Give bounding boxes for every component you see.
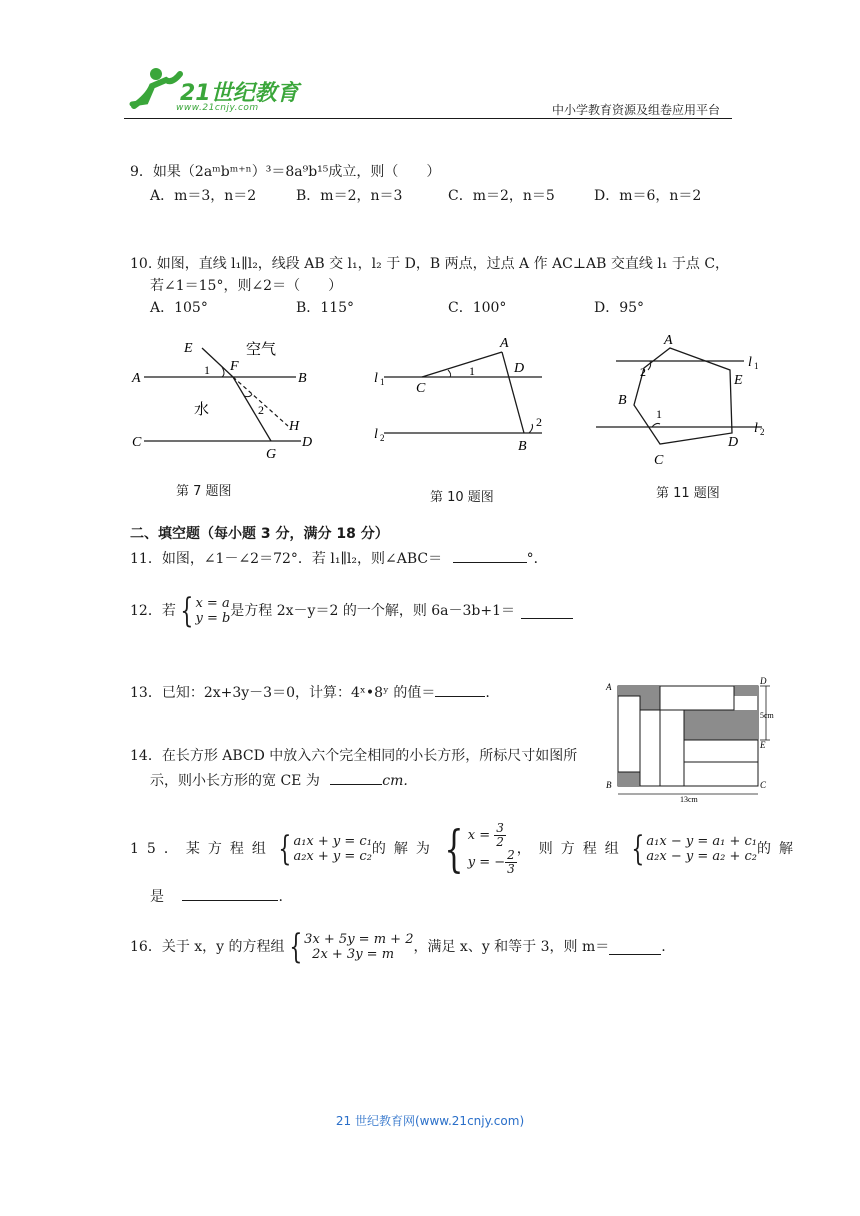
q15-line2: 是 (150, 889, 164, 905)
fig7-label-f: F (230, 359, 239, 374)
q15-end: . (278, 889, 283, 905)
footer-link[interactable]: 21 世纪教育网(www.21cnjy.com) (335, 1114, 525, 1128)
q10-option-c: C．100° (448, 300, 507, 316)
figure-7 (126, 330, 326, 470)
figure-14 (604, 676, 784, 804)
q10-option-d: D．95° (594, 300, 645, 316)
q9-option-a: A．m＝3，n＝2 (150, 188, 257, 204)
q9-stem: 9．如果（2aᵐbᵐ⁺ⁿ）³＝8a⁹b¹⁵成立，则（ ） (130, 164, 441, 180)
fig11-label-e: E (734, 373, 743, 388)
logo-text: 21世纪教育 (180, 81, 299, 106)
q15-tail: 的解 (757, 841, 801, 857)
q12-row1: x = a (195, 596, 230, 611)
fig14-label-a: A (606, 682, 612, 692)
q15-x-eq: x = (467, 828, 491, 843)
q15-system-2: { a₁x − y = a₁ + c₁ a₂x − y = a₂ + c₂ (631, 829, 757, 869)
fig14-label-d: D (760, 676, 767, 686)
fig7-label-d: D (302, 435, 313, 450)
q15-sys2-row1: a₁x − y = a₁ + c₁ (646, 834, 757, 849)
fig11-angle-1: 1 (656, 407, 662, 421)
q14-line2-wrap (150, 770, 408, 791)
q9-option-d: D．m＝6，n＝2 (594, 188, 702, 204)
question-13 (130, 682, 490, 703)
section-2-title: 二、填空题（每小题 3 分，满分 18 分） (130, 526, 389, 542)
fig14-label-c: C (760, 780, 767, 790)
figure-10 (372, 332, 552, 456)
fig14-dim-5cm: 5cm (760, 711, 774, 720)
fig14-dim-13cm: 13cm (680, 795, 698, 804)
q15-system-1: { a₁x + y = c₁ a₂x + y = c₂ (278, 829, 372, 869)
q12-text: 是方程 2x－y＝2 的一个解，则 6a－3b+1＝ (230, 603, 516, 619)
fig10-label-d: D (514, 361, 525, 376)
question-9 (130, 162, 440, 182)
q14-suffix: cm. (382, 773, 408, 789)
q16-row2: 2x + 3y = m (312, 947, 395, 962)
fig11-label-d: D (728, 435, 739, 450)
q15-y-num: 2 (507, 848, 515, 862)
fig10-angle-1: 1 (469, 364, 475, 378)
fig11-caption: 第 11 题图 (656, 486, 720, 501)
q13-suffix: . (485, 685, 490, 701)
q15-answer-blank[interactable] (182, 886, 278, 901)
fig11-label-l2-sub: 2 (760, 427, 765, 437)
header (0, 0, 860, 130)
question-16 (130, 927, 666, 967)
fig10-label-l2: l (374, 427, 378, 442)
q13-answer-blank[interactable] (435, 682, 485, 697)
q12-prefix: 12．若 (130, 603, 176, 619)
q12-row2: y = b (195, 611, 231, 626)
q11-answer-blank[interactable] (453, 548, 527, 563)
fig7-label-a: A (132, 371, 141, 386)
q10-option-b: B．115° (296, 300, 355, 316)
q16-system: { 3x + 5y = m + 2 2x + 3y = m (288, 927, 414, 967)
header-rule (124, 118, 732, 119)
fig11-label-a: A (664, 333, 673, 348)
q14-answer-blank[interactable] (330, 770, 382, 785)
q14-line2: 示，则小长方形的宽 CE 为 (150, 773, 320, 789)
fig11-label-l2: l (754, 421, 758, 436)
question-12 (130, 591, 573, 631)
q13-text: 13．已知：2x+3y－3＝0，计算：4ˣ•8ʸ 的值＝ (130, 685, 436, 701)
logo-url: www.21cnjy.com (176, 103, 259, 113)
q15-mid2: ，则方程组 (516, 841, 627, 857)
fig11-angle-2: 2 (640, 365, 646, 379)
q15-sys2-row2: a₂x − y = a₂ + c₂ (646, 849, 757, 864)
q15-sys1-row1: a₁x + y = c₁ (293, 834, 372, 849)
q10-option-a: A．105° (150, 300, 208, 316)
fig10-label-b: B (518, 439, 527, 454)
fig7-label-e: E (184, 341, 193, 356)
q11-text: 11．如图，∠1－∠2＝72°．若 l₁∥l₂，则∠ABC＝ (130, 551, 443, 567)
fig14-label-b: B (606, 780, 612, 790)
question-15 (130, 820, 801, 878)
q15-line2-wrap (150, 886, 283, 907)
q16-row1: 3x + 5y = m + 2 (304, 932, 414, 947)
fig10-angle-2: 2 (536, 415, 542, 429)
fig7-angle-1: 1 (204, 363, 210, 377)
fig10-caption: 第 10 题图 (430, 490, 494, 505)
fig7-angle-2: 2 (258, 403, 264, 417)
fig10-label-a: A (500, 336, 509, 351)
question-11 (130, 548, 548, 569)
q15-solution: { x = $\frac{3}{2}$ y = − $\frac{2}{3}$ (444, 820, 515, 878)
q15-x-den: 2 (496, 835, 504, 849)
q15-y-den: 3 (507, 862, 515, 876)
q16-end: . (661, 939, 666, 955)
q11-suffix: °． (526, 551, 548, 567)
fig7-label-water: 水 (194, 402, 210, 418)
q15-mid: 的解为 (371, 841, 438, 857)
fig7-label-air: 空气 (246, 342, 277, 358)
fig7-label-g: G (266, 447, 277, 462)
fig11-label-l1-sub: 1 (754, 361, 759, 371)
fig7-caption: 第 7 题图 (176, 484, 232, 499)
q12-answer-blank[interactable] (521, 604, 573, 619)
q9-option-c: C．m＝2，n＝5 (448, 188, 555, 204)
fig7-label-h: H (289, 419, 300, 434)
fig11-label-c: C (654, 453, 664, 468)
q12-system: { x = a y = b (180, 591, 231, 631)
q15-y-eq: y = − (467, 855, 506, 870)
q14-line1: 14．在长方形 ABCD 中放入六个完全相同的小长方形，所标尺寸如图所 (130, 748, 578, 764)
fig10-label-l1-sub: 1 (380, 377, 385, 387)
q16-text: ，满足 x、y 和等于 3，则 m＝ (413, 939, 610, 955)
q9-option-b: B．m＝2，n＝3 (296, 188, 403, 204)
q15-prefix: 15．某方程组 (130, 841, 274, 857)
q16-answer-blank[interactable] (609, 940, 661, 955)
figure-11 (594, 330, 774, 470)
fig11-label-l1: l (748, 355, 752, 370)
q10-line2: 若∠1＝15°，则∠2＝（ ） (150, 278, 343, 294)
q16-prefix: 16．关于 x，y 的方程组 (130, 939, 285, 955)
fig7-label-c: C (132, 435, 142, 450)
fig14-label-e: E (760, 740, 766, 750)
fig10-label-l2-sub: 2 (380, 433, 385, 443)
q15-sys1-row2: a₂x + y = c₂ (293, 849, 372, 864)
fig10-label-c: C (416, 381, 426, 396)
q10-line1: 10. 如图，直线 l₁∥l₂，线段 AB 交 l₁，l₂ 于 D，B 两点，过点 A 作 AC⊥AB 交直线 l₁ 于点 C， (130, 256, 730, 272)
fig11-label-b: B (618, 393, 627, 408)
platform-title: 中小学教育资源及组卷应用平台 (551, 103, 720, 117)
fig7-label-b: B (298, 371, 307, 386)
q15-x-num: 3 (496, 821, 504, 835)
fig10-label-l1: l (374, 371, 378, 386)
